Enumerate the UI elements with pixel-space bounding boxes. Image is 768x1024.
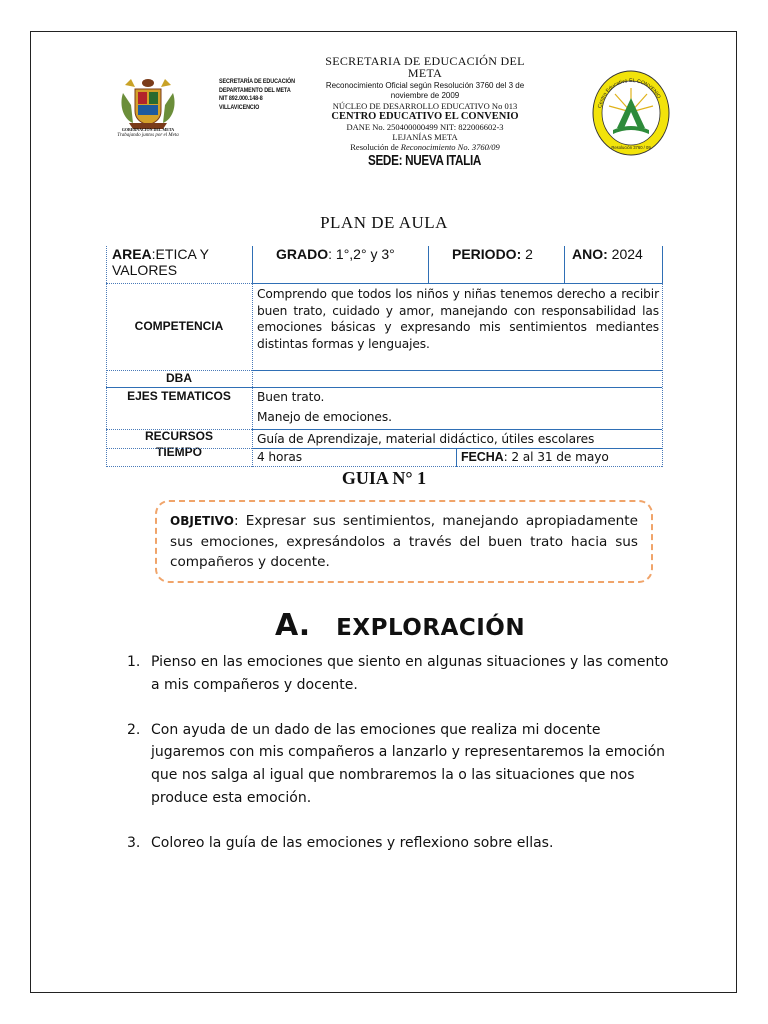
recursos-label: RECURSOS bbox=[144, 429, 213, 443]
plan-title: PLAN DE AULA bbox=[320, 213, 448, 232]
table-line bbox=[106, 283, 252, 284]
list-item-text: Pienso en las emociones que siento en algunas situaciones y las comento a mis compañeros y docente. bbox=[151, 654, 669, 693]
fecha-cell bbox=[461, 449, 661, 466]
list-item-number: 1. bbox=[127, 654, 141, 670]
guia-title: GUIA N° 1 bbox=[341, 468, 427, 488]
seal-ring-text: Centro Educativo EL CONVENIO bbox=[597, 77, 662, 109]
secretaria-line: NIT 892.000.148-8 bbox=[219, 95, 263, 103]
tiempo-value: 4 horas bbox=[257, 450, 302, 464]
table-line bbox=[106, 370, 252, 371]
table-line bbox=[662, 283, 663, 467]
grado-cell bbox=[276, 246, 436, 262]
coat-of-arms-motto: Trabajando juntos por el Meta bbox=[117, 133, 179, 138]
area-value: :ETICA Y VALORES bbox=[112, 246, 209, 278]
table-line bbox=[252, 429, 662, 430]
list-item-text: Con ayuda de un dado de las emociones que realiza mi docente jugaremos con mis compañeros a lanzarlo y representaremos la emoción que nos salga al igual que nombraremos la o las situaciones que nos produce esta emoción. bbox=[151, 721, 666, 806]
table-line bbox=[456, 448, 457, 467]
periodo-cell bbox=[452, 246, 562, 262]
periodo-value: 2 bbox=[521, 246, 533, 262]
table-line bbox=[106, 466, 662, 467]
fecha-value: : 2 al 31 de mayo bbox=[503, 450, 609, 464]
table-line bbox=[252, 370, 662, 371]
dane-line: DANE No. 250400000499 NIT: 822006602-3 bbox=[346, 122, 504, 132]
section-letter: A. bbox=[275, 608, 311, 643]
ejes-item: Manejo de emociones. bbox=[257, 410, 392, 424]
recursos-value: Guía de Aprendizaje, material didáctico, útiles escolares bbox=[257, 432, 595, 446]
ejes-label: EJES TEMATICOS bbox=[127, 389, 231, 403]
nucleo-line: NÚCLEO DE DESARROLLO EDUCATIVO No 013 bbox=[332, 101, 518, 111]
grado-label: GRADO bbox=[276, 246, 329, 262]
resolucion-prefix: Resolución de bbox=[350, 142, 401, 152]
table-line bbox=[106, 387, 662, 388]
objective-body: : Expresar sus sentimientos, manejando apropiadamente sus emociones, expresándolos a través del buen trato hacia sus compañeros y docente. bbox=[170, 513, 638, 570]
header-title-line: META bbox=[407, 66, 443, 80]
ejes-item: Buen trato. bbox=[257, 390, 325, 404]
grado-value: : 1°,2° y 3° bbox=[328, 246, 395, 262]
area-cell bbox=[112, 246, 252, 278]
table-line bbox=[252, 246, 253, 283]
table-line bbox=[106, 283, 107, 467]
table-line bbox=[564, 246, 565, 283]
table-line bbox=[252, 283, 253, 467]
table-line bbox=[252, 283, 662, 284]
list-item-number: 2. bbox=[127, 721, 141, 738]
competencia-label: COMPETENCIA bbox=[134, 319, 224, 333]
school-seal-icon bbox=[591, 68, 671, 160]
lugar-line: LEJANÍAS META bbox=[392, 132, 458, 142]
section-title: EXPLORACIÓN bbox=[336, 615, 526, 641]
table-line bbox=[252, 448, 662, 449]
activity-list bbox=[125, 651, 670, 877]
resolucion-number: Reconocimiento No. 3760/09 bbox=[400, 142, 500, 152]
header-title-line: SECRETARIA DE EDUCACIÓN DEL bbox=[325, 54, 525, 68]
table-line bbox=[106, 429, 252, 430]
seal-bottom-text: Resolución 3760 / 09 bbox=[611, 145, 651, 150]
ano-cell bbox=[572, 246, 662, 262]
table-line bbox=[428, 246, 429, 283]
secretaria-line: SECRETARÍA DE EDUCACIÓN bbox=[219, 78, 295, 85]
secretaria-line: DEPARTAMENTO DEL META bbox=[219, 86, 291, 94]
list-item-number: 3. bbox=[127, 834, 141, 851]
dba-label: DBA bbox=[166, 371, 192, 385]
objective-label: OBJETIVO bbox=[170, 514, 234, 528]
fecha-label: FECHA bbox=[461, 450, 504, 464]
reconocimiento-line: Reconocimiento Oficial según Resolución 3760 del 3 de bbox=[325, 81, 525, 90]
resolucion-line bbox=[300, 142, 550, 152]
coat-of-arms-caption: GOBERNACION DEL META bbox=[121, 127, 175, 132]
table-line bbox=[106, 246, 107, 283]
sede-title: SEDE: NUEVA ITALIA bbox=[368, 152, 482, 169]
reconocimiento-line: noviembre de 2009 bbox=[390, 91, 460, 100]
tiempo-label: TIEMPO bbox=[155, 445, 202, 459]
periodo-label: PERIODO: bbox=[452, 246, 522, 262]
section-heading bbox=[275, 608, 525, 643]
table-line bbox=[662, 246, 663, 283]
institution-header bbox=[300, 55, 550, 170]
table-line bbox=[106, 448, 252, 449]
objective-text bbox=[170, 511, 638, 573]
secretaria-block bbox=[219, 78, 295, 112]
area-label: AREA bbox=[112, 246, 152, 262]
list-item bbox=[125, 651, 670, 697]
list-item-text: Coloreo la guía de las emociones y reflexiono sobre ellas. bbox=[151, 834, 554, 851]
secretaria-line: VILLAVICENCIO bbox=[219, 103, 260, 111]
ano-value: 2024 bbox=[607, 246, 643, 262]
ano-label: ANO: bbox=[572, 246, 608, 262]
list-item bbox=[125, 832, 670, 855]
competencia-text: Comprendo que todos los niños y niñas tenemos derecho a recibir buen trato, cuidado y amor, manejando con responsabilidad las emociones básicas y expresando mis sentimientos mediantes distintas formas y lenguajes. bbox=[257, 287, 659, 351]
centro-name: CENTRO EDUCATIVO EL CONVENIO bbox=[331, 111, 519, 122]
list-item bbox=[125, 719, 670, 810]
